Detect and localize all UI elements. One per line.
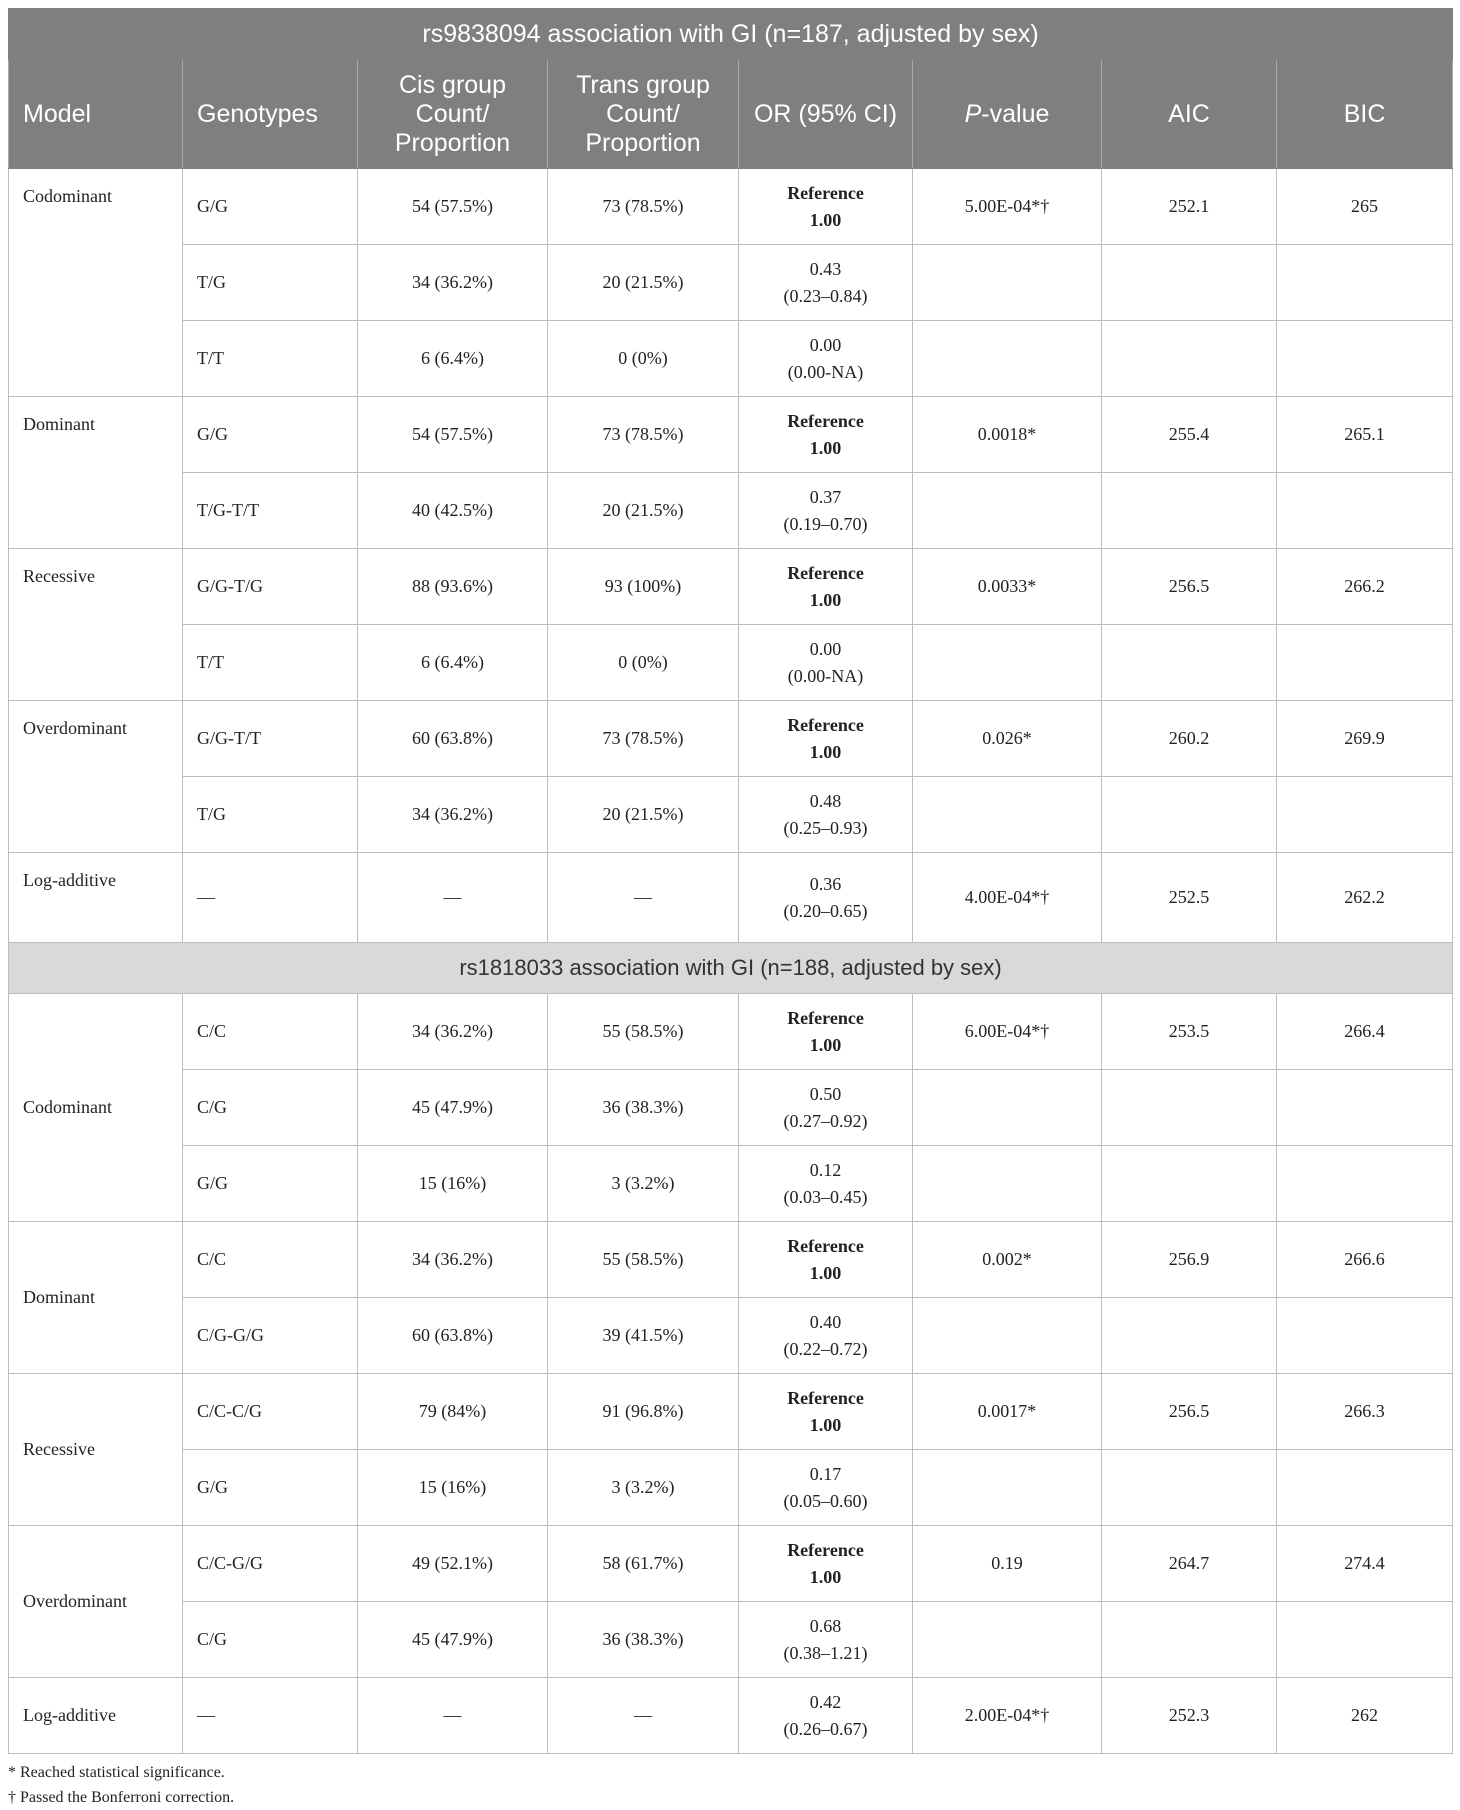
table-row [9, 1146, 1453, 1222]
or-line: (0.00-NA) [787, 361, 864, 382]
header-trans-line: Trans group [576, 70, 710, 99]
bic-cell: 265.1 [1277, 397, 1453, 473]
trans-cell: 39 (41.5%) [548, 1298, 739, 1374]
or-line: (0.22–0.72) [783, 1338, 868, 1359]
or-cell [739, 625, 913, 701]
or-line: (0.38–1.21) [783, 1642, 868, 1663]
aic-cell [1102, 1602, 1277, 1678]
aic-cell: 256.5 [1102, 1374, 1277, 1450]
trans-cell: 91 (96.8%) [548, 1374, 739, 1450]
bic-cell [1277, 1146, 1453, 1222]
pvalue-cell [913, 1070, 1102, 1146]
or-cell [739, 1678, 913, 1754]
cis-cell: 79 (84%) [358, 1374, 548, 1450]
cis-cell: 6 (6.4%) [358, 625, 548, 701]
table-row [9, 1222, 1453, 1298]
model-cell: Recessive [9, 549, 183, 701]
or-cell [739, 245, 913, 321]
genotype-cell: C/C-G/G [183, 1526, 358, 1602]
cis-cell: 34 (36.2%) [358, 245, 548, 321]
cis-cell: 45 (47.9%) [358, 1070, 548, 1146]
or-cell [739, 549, 913, 625]
or-line: 0.40 [809, 1311, 842, 1332]
pvalue-cell: 4.00E-04*† [913, 853, 1102, 943]
header-cis [358, 60, 548, 169]
or-cell [739, 473, 913, 549]
trans-cell: 20 (21.5%) [548, 245, 739, 321]
trans-cell: — [548, 1678, 739, 1754]
or-cell [739, 853, 913, 943]
aic-cell [1102, 321, 1277, 397]
header-pvalue-italic: P [964, 99, 982, 128]
pvalue-cell: 0.0017* [913, 1374, 1102, 1450]
table-row [9, 1070, 1453, 1146]
aic-cell [1102, 1146, 1277, 1222]
table-row [9, 321, 1453, 397]
genotype-cell: G/G-T/G [183, 549, 358, 625]
association-table [8, 8, 1453, 1754]
header-pvalue-rest: -value [981, 99, 1050, 128]
or-line: Reference [787, 410, 864, 431]
pvalue-cell: 0.026* [913, 701, 1102, 777]
aic-cell [1102, 625, 1277, 701]
aic-cell: 256.5 [1102, 549, 1277, 625]
pvalue-cell [913, 245, 1102, 321]
or-line: 1.00 [809, 209, 842, 230]
or-line: (0.27–0.92) [783, 1110, 868, 1131]
trans-cell: 36 (38.3%) [548, 1602, 739, 1678]
model-cell: Overdominant [9, 701, 183, 853]
or-line: Reference [787, 1235, 864, 1256]
or-line: (0.26–0.67) [783, 1718, 868, 1739]
or-line: 0.48 [809, 790, 842, 811]
or-line: (0.00-NA) [787, 665, 864, 686]
footnotes [8, 1760, 1452, 1810]
pvalue-cell: 5.00E-04*† [913, 169, 1102, 245]
trans-cell: 73 (78.5%) [548, 169, 739, 245]
bic-cell: 269.9 [1277, 701, 1453, 777]
or-line: 0.00 [809, 334, 842, 355]
header-aic: AIC [1102, 60, 1277, 169]
trans-cell: 55 (58.5%) [548, 1222, 739, 1298]
or-line: 0.42 [809, 1691, 842, 1712]
aic-cell [1102, 1070, 1277, 1146]
or-cell [739, 1602, 913, 1678]
or-cell [739, 1374, 913, 1450]
aic-cell: 252.1 [1102, 169, 1277, 245]
table-row [9, 853, 1453, 943]
cis-cell: 15 (16%) [358, 1146, 548, 1222]
or-line: 0.00 [809, 638, 842, 659]
or-line: Reference [787, 714, 864, 735]
or-cell [739, 1526, 913, 1602]
footnote-bonferroni: † Passed the Bonferroni correction. [8, 1789, 235, 1806]
header-trans-line: Proportion [585, 128, 701, 157]
table-row [9, 245, 1453, 321]
or-cell [739, 169, 913, 245]
genotype-cell: C/C [183, 1222, 358, 1298]
bic-cell: 266.6 [1277, 1222, 1453, 1298]
trans-cell: 36 (38.3%) [548, 1070, 739, 1146]
table-row [9, 1678, 1453, 1754]
aic-cell: 260.2 [1102, 701, 1277, 777]
or-line: Reference [787, 182, 864, 203]
bic-cell [1277, 777, 1453, 853]
or-cell [739, 1298, 913, 1374]
header-model: Model [9, 60, 183, 169]
or-cell [739, 1146, 913, 1222]
bic-cell [1277, 245, 1453, 321]
genotype-cell: T/G [183, 777, 358, 853]
or-line: 0.50 [809, 1083, 842, 1104]
aic-cell: 252.5 [1102, 853, 1277, 943]
or-line: (0.25–0.93) [783, 817, 868, 838]
aic-cell [1102, 1298, 1277, 1374]
header-trans-line: Count/ [606, 99, 680, 128]
bic-cell: 262 [1277, 1678, 1453, 1754]
trans-cell: 0 (0%) [548, 625, 739, 701]
model-cell: Log-additive [9, 1678, 183, 1754]
or-line: 1.00 [809, 1566, 842, 1587]
table-title-row [9, 9, 1453, 60]
pvalue-cell [913, 321, 1102, 397]
aic-cell [1102, 1450, 1277, 1526]
or-cell [739, 701, 913, 777]
cis-cell: 15 (16%) [358, 1450, 548, 1526]
pvalue-cell [913, 777, 1102, 853]
table-row [9, 777, 1453, 853]
bic-cell [1277, 1450, 1453, 1526]
table-row [9, 625, 1453, 701]
model-cell: Codominant [9, 994, 183, 1222]
bic-cell [1277, 1602, 1453, 1678]
bic-cell: 265 [1277, 169, 1453, 245]
table-row [9, 549, 1453, 625]
or-line: (0.19–0.70) [783, 513, 868, 534]
genotype-cell: C/C-C/G [183, 1374, 358, 1450]
model-cell: Overdominant [9, 1526, 183, 1678]
cis-cell: 54 (57.5%) [358, 169, 548, 245]
model-cell: Dominant [9, 397, 183, 549]
genotype-cell: C/G-G/G [183, 1298, 358, 1374]
or-cell [739, 321, 913, 397]
or-line: Reference [787, 1007, 864, 1028]
table-row [9, 473, 1453, 549]
header-cis-line: Cis group [399, 70, 506, 99]
or-line: 1.00 [809, 1414, 842, 1435]
table-row [9, 1374, 1453, 1450]
or-line: 1.00 [809, 741, 842, 762]
cis-cell: 60 (63.8%) [358, 701, 548, 777]
or-cell [739, 777, 913, 853]
table-row [9, 169, 1453, 245]
genotype-cell: T/G [183, 245, 358, 321]
pvalue-cell [913, 1298, 1102, 1374]
cis-cell: 34 (36.2%) [358, 1222, 548, 1298]
trans-cell: 73 (78.5%) [548, 397, 739, 473]
trans-cell: 55 (58.5%) [548, 994, 739, 1070]
section-title: rs1818033 association with GI (n=188, adjusted by sex) [9, 943, 1453, 994]
trans-cell: 58 (61.7%) [548, 1526, 739, 1602]
trans-cell: 93 (100%) [548, 549, 739, 625]
genotype-cell: T/T [183, 321, 358, 397]
genotype-cell: G/G [183, 397, 358, 473]
table-title: rs9838094 association with GI (n=187, adjusted by sex) [9, 9, 1453, 60]
aic-cell: 253.5 [1102, 994, 1277, 1070]
header-or: OR (95% CI) [739, 60, 913, 169]
trans-cell: 73 (78.5%) [548, 701, 739, 777]
model-cell: Dominant [9, 1222, 183, 1374]
or-line: 1.00 [809, 589, 842, 610]
model-cell: Codominant [9, 169, 183, 397]
or-line: Reference [787, 1387, 864, 1408]
trans-cell: 20 (21.5%) [548, 473, 739, 549]
pvalue-cell [913, 1146, 1102, 1222]
table-row [9, 1450, 1453, 1526]
or-line: 0.36 [809, 873, 842, 894]
header-genotypes: Genotypes [183, 60, 358, 169]
genotype-cell: T/T [183, 625, 358, 701]
genotype-cell: C/C [183, 994, 358, 1070]
or-cell [739, 1070, 913, 1146]
aic-cell: 255.4 [1102, 397, 1277, 473]
cis-cell: 60 (63.8%) [358, 1298, 548, 1374]
trans-cell: 0 (0%) [548, 321, 739, 397]
trans-cell: 3 (3.2%) [548, 1146, 739, 1222]
cis-cell: 49 (52.1%) [358, 1526, 548, 1602]
or-cell [739, 994, 913, 1070]
aic-cell: 256.9 [1102, 1222, 1277, 1298]
aic-cell [1102, 777, 1277, 853]
cis-cell: 6 (6.4%) [358, 321, 548, 397]
or-cell [739, 1222, 913, 1298]
trans-cell: 20 (21.5%) [548, 777, 739, 853]
cis-cell: — [358, 853, 548, 943]
trans-cell: 3 (3.2%) [548, 1450, 739, 1526]
section-title-row [9, 943, 1453, 994]
or-cell [739, 397, 913, 473]
pvalue-cell: 0.0033* [913, 549, 1102, 625]
cis-cell: — [358, 1678, 548, 1754]
pvalue-cell [913, 473, 1102, 549]
or-line: (0.23–0.84) [783, 285, 868, 306]
genotype-cell: C/G [183, 1070, 358, 1146]
bic-cell [1277, 1298, 1453, 1374]
header-cis-line: Count/ [415, 99, 490, 128]
or-line: (0.20–0.65) [783, 900, 868, 921]
or-cell [739, 1450, 913, 1526]
aic-cell: 252.3 [1102, 1678, 1277, 1754]
aic-cell: 264.7 [1102, 1526, 1277, 1602]
or-line: 1.00 [809, 437, 842, 458]
footnote-significance: * Reached statistical significance. [8, 1764, 225, 1781]
genotype-cell: G/G-T/T [183, 701, 358, 777]
cis-cell: 34 (36.2%) [358, 994, 548, 1070]
header-cis-line: Proportion [394, 128, 511, 157]
cis-cell: 40 (42.5%) [358, 473, 548, 549]
bic-cell [1277, 473, 1453, 549]
header-bic: BIC [1277, 60, 1453, 169]
or-line: (0.03–0.45) [783, 1186, 868, 1207]
pvalue-cell: 0.19 [913, 1526, 1102, 1602]
model-cell: Log-additive [9, 853, 183, 943]
aic-cell [1102, 473, 1277, 549]
or-line: 1.00 [809, 1034, 842, 1055]
or-line: Reference [787, 1539, 864, 1560]
cis-cell: 34 (36.2%) [358, 777, 548, 853]
cis-cell: 45 (47.9%) [358, 1602, 548, 1678]
pvalue-cell: 6.00E-04*† [913, 994, 1102, 1070]
bic-cell [1277, 1070, 1453, 1146]
genotype-cell: C/G [183, 1602, 358, 1678]
or-line: (0.05–0.60) [783, 1490, 868, 1511]
table-row [9, 1298, 1453, 1374]
or-line: 0.68 [809, 1615, 842, 1636]
table-row [9, 1602, 1453, 1678]
genotype-cell: T/G-T/T [183, 473, 358, 549]
pvalue-cell: 2.00E-04*† [913, 1678, 1102, 1754]
or-line: 0.17 [809, 1463, 842, 1484]
header-trans [548, 60, 739, 169]
table-container [8, 8, 1452, 1810]
genotype-cell: — [183, 853, 358, 943]
genotype-cell: G/G [183, 1146, 358, 1222]
header-pvalue [913, 60, 1102, 169]
table-row [9, 397, 1453, 473]
genotype-cell: — [183, 1678, 358, 1754]
cis-cell: 54 (57.5%) [358, 397, 548, 473]
pvalue-cell [913, 1450, 1102, 1526]
bic-cell [1277, 625, 1453, 701]
bic-cell: 266.4 [1277, 994, 1453, 1070]
bic-cell: 266.2 [1277, 549, 1453, 625]
table-row [9, 994, 1453, 1070]
aic-cell [1102, 245, 1277, 321]
trans-cell: — [548, 853, 739, 943]
bic-cell [1277, 321, 1453, 397]
or-line: 0.37 [809, 486, 842, 507]
bic-cell: 262.2 [1277, 853, 1453, 943]
genotype-cell: G/G [183, 1450, 358, 1526]
or-line: Reference [787, 562, 864, 583]
pvalue-cell [913, 625, 1102, 701]
pvalue-cell: 0.002* [913, 1222, 1102, 1298]
header-row [9, 60, 1453, 169]
genotype-cell: G/G [183, 169, 358, 245]
table-row [9, 701, 1453, 777]
pvalue-cell: 0.0018* [913, 397, 1102, 473]
or-line: 1.00 [809, 1262, 842, 1283]
pvalue-cell [913, 1602, 1102, 1678]
model-cell: Recessive [9, 1374, 183, 1526]
bic-cell: 266.3 [1277, 1374, 1453, 1450]
or-line: 0.12 [809, 1159, 842, 1180]
or-line: 0.43 [809, 258, 842, 279]
cis-cell: 88 (93.6%) [358, 549, 548, 625]
table-row [9, 1526, 1453, 1602]
bic-cell: 274.4 [1277, 1526, 1453, 1602]
